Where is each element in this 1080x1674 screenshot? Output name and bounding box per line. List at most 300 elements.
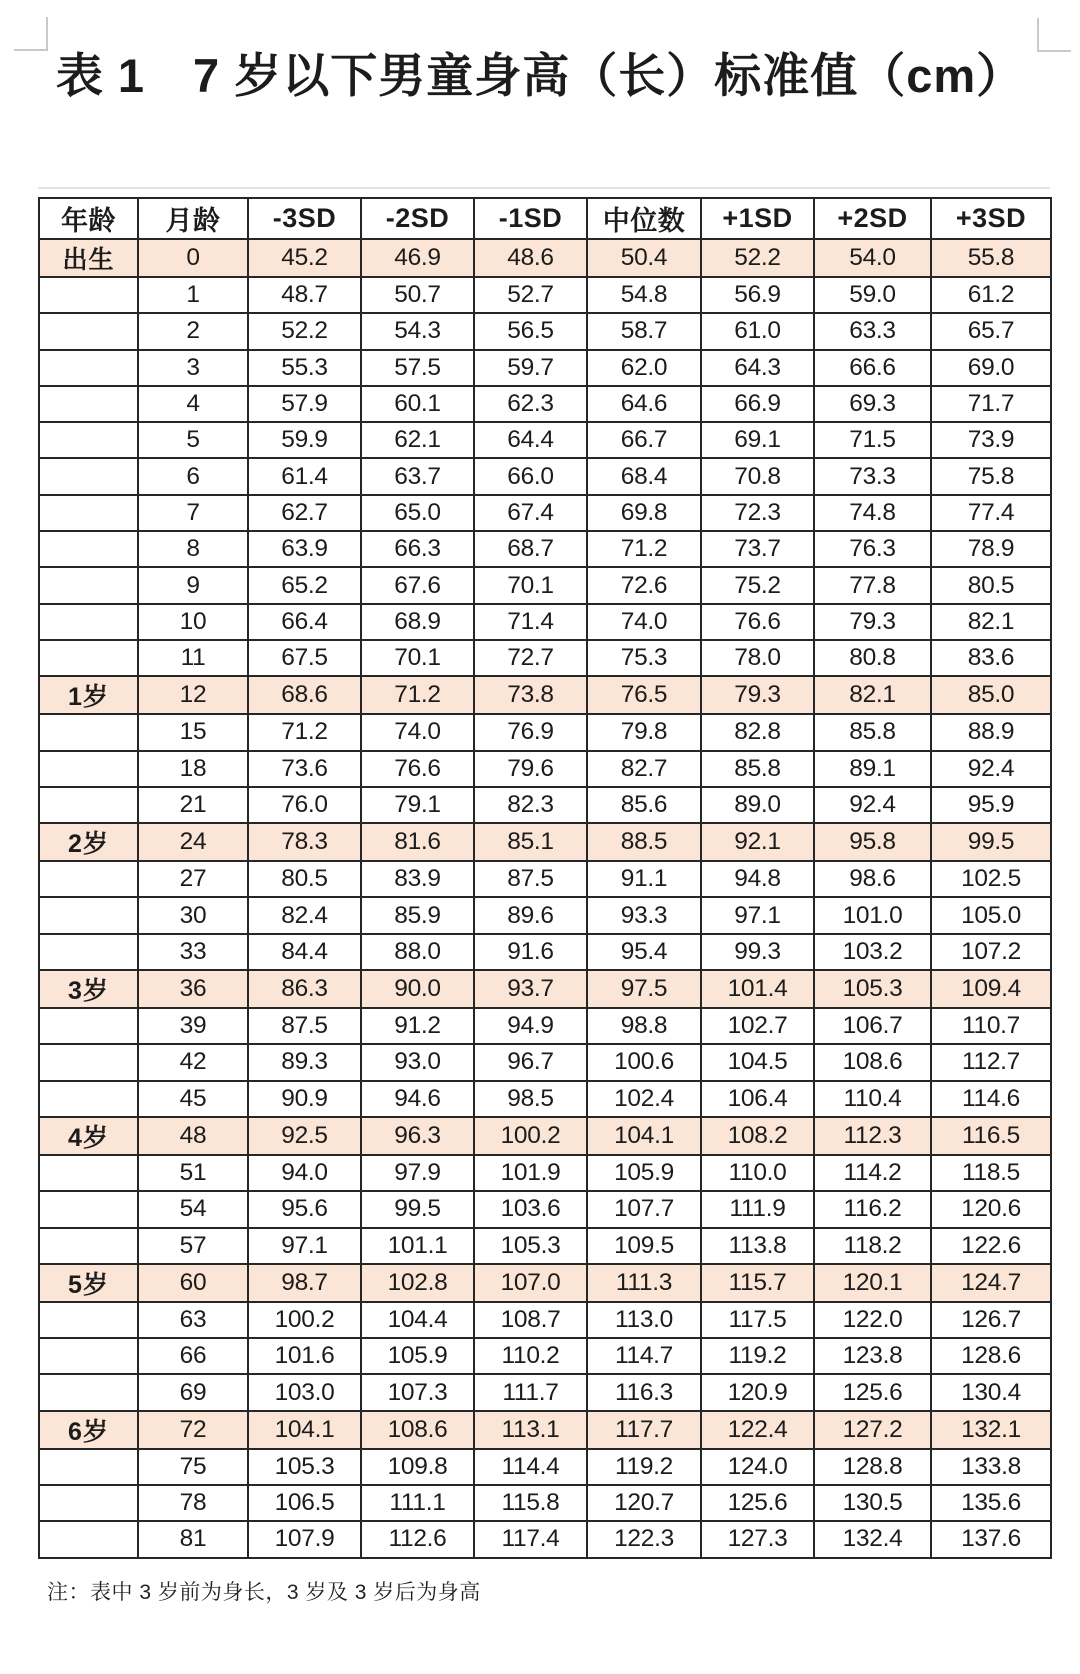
- table-row: [39, 861, 1051, 897]
- value-cell: 112.6: [361, 1521, 474, 1557]
- value-cell: 106.7: [814, 1008, 931, 1044]
- value-cell: 125.6: [701, 1485, 814, 1521]
- month-cell: 12: [138, 676, 248, 714]
- month-cell: 45: [138, 1081, 248, 1117]
- month-cell: 11: [138, 640, 248, 676]
- value-cell: 92.1: [701, 823, 814, 861]
- value-cell: 77.4: [931, 495, 1051, 531]
- value-cell: 112.7: [931, 1044, 1051, 1080]
- value-cell: 132.1: [931, 1411, 1051, 1449]
- month-cell: 21: [138, 787, 248, 823]
- value-cell: 107.7: [587, 1191, 701, 1227]
- value-cell: 95.4: [587, 934, 701, 970]
- value-cell: 102.8: [361, 1264, 474, 1302]
- value-cell: 125.6: [814, 1374, 931, 1410]
- value-cell: 94.0: [248, 1155, 361, 1191]
- column-header: +1SD: [701, 198, 814, 239]
- age-cell: [39, 1521, 138, 1557]
- value-cell: 54.8: [587, 277, 701, 313]
- value-cell: 62.1: [361, 422, 474, 458]
- month-cell: 63: [138, 1302, 248, 1338]
- value-cell: 76.5: [587, 676, 701, 714]
- value-cell: 116.3: [587, 1374, 701, 1410]
- value-cell: 54.0: [814, 239, 931, 277]
- value-cell: 79.8: [587, 714, 701, 750]
- value-cell: 71.5: [814, 422, 931, 458]
- value-cell: 91.1: [587, 861, 701, 897]
- value-cell: 85.8: [701, 751, 814, 787]
- age-cell: [39, 1191, 138, 1227]
- age-cell: [39, 386, 138, 422]
- value-cell: 52.2: [248, 313, 361, 349]
- value-cell: 105.3: [814, 970, 931, 1008]
- value-cell: 119.2: [587, 1449, 701, 1485]
- month-cell: 72: [138, 1411, 248, 1449]
- value-cell: 71.2: [587, 531, 701, 567]
- value-cell: 100.6: [587, 1044, 701, 1080]
- value-cell: 104.1: [248, 1411, 361, 1449]
- age-cell: [39, 861, 138, 897]
- value-cell: 74.0: [361, 714, 474, 750]
- value-cell: 79.1: [361, 787, 474, 823]
- value-cell: 69.1: [701, 422, 814, 458]
- value-cell: 81.6: [361, 823, 474, 861]
- value-cell: 56.9: [701, 277, 814, 313]
- value-cell: 105.3: [474, 1228, 587, 1264]
- month-cell: 39: [138, 1008, 248, 1044]
- value-cell: 91.6: [474, 934, 587, 970]
- value-cell: 57.5: [361, 350, 474, 386]
- value-cell: 66.3: [361, 531, 474, 567]
- age-cell: [39, 277, 138, 313]
- value-cell: 102.4: [587, 1081, 701, 1117]
- value-cell: 78.9: [931, 531, 1051, 567]
- value-cell: 85.8: [814, 714, 931, 750]
- value-cell: 137.6: [931, 1521, 1051, 1557]
- column-header: 月龄: [138, 198, 248, 239]
- value-cell: 114.7: [587, 1338, 701, 1374]
- value-cell: 105.9: [361, 1338, 474, 1374]
- value-cell: 66.0: [474, 458, 587, 494]
- value-cell: 98.6: [814, 861, 931, 897]
- value-cell: 61.4: [248, 458, 361, 494]
- value-cell: 112.3: [814, 1117, 931, 1155]
- age-cell: [39, 1044, 138, 1080]
- age-cell: 6岁: [39, 1411, 138, 1449]
- value-cell: 95.6: [248, 1191, 361, 1227]
- value-cell: 94.9: [474, 1008, 587, 1044]
- value-cell: 104.1: [587, 1117, 701, 1155]
- value-cell: 72.6: [587, 567, 701, 603]
- column-header: +3SD: [931, 198, 1051, 239]
- column-header: -2SD: [361, 198, 474, 239]
- value-cell: 105.0: [931, 897, 1051, 933]
- value-cell: 114.2: [814, 1155, 931, 1191]
- month-cell: 15: [138, 714, 248, 750]
- value-cell: 91.2: [361, 1008, 474, 1044]
- value-cell: 110.4: [814, 1081, 931, 1117]
- value-cell: 68.6: [248, 676, 361, 714]
- value-cell: 108.2: [701, 1117, 814, 1155]
- value-cell: 68.7: [474, 531, 587, 567]
- value-cell: 63.9: [248, 531, 361, 567]
- value-cell: 71.7: [931, 386, 1051, 422]
- value-cell: 69.3: [814, 386, 931, 422]
- value-cell: 135.6: [931, 1485, 1051, 1521]
- age-cell: [39, 1081, 138, 1117]
- value-cell: 116.2: [814, 1191, 931, 1227]
- age-cell: [39, 422, 138, 458]
- value-cell: 55.3: [248, 350, 361, 386]
- value-cell: 82.1: [931, 604, 1051, 640]
- value-cell: 93.0: [361, 1044, 474, 1080]
- value-cell: 114.4: [474, 1449, 587, 1485]
- value-cell: 89.1: [814, 751, 931, 787]
- value-cell: 103.6: [474, 1191, 587, 1227]
- month-cell: 81: [138, 1521, 248, 1557]
- value-cell: 99.3: [701, 934, 814, 970]
- value-cell: 111.1: [361, 1485, 474, 1521]
- value-cell: 76.6: [701, 604, 814, 640]
- value-cell: 90.0: [361, 970, 474, 1008]
- age-cell: 2岁: [39, 823, 138, 861]
- value-cell: 73.8: [474, 676, 587, 714]
- value-cell: 98.8: [587, 1008, 701, 1044]
- value-cell: 62.3: [474, 386, 587, 422]
- value-cell: 101.4: [701, 970, 814, 1008]
- value-cell: 86.3: [248, 970, 361, 1008]
- table-row: [39, 1044, 1051, 1080]
- value-cell: 74.0: [587, 604, 701, 640]
- value-cell: 120.7: [587, 1485, 701, 1521]
- value-cell: 101.9: [474, 1155, 587, 1191]
- value-cell: 85.9: [361, 897, 474, 933]
- table-row: [39, 422, 1051, 458]
- value-cell: 59.7: [474, 350, 587, 386]
- value-cell: 108.6: [814, 1044, 931, 1080]
- value-cell: 50.4: [587, 239, 701, 277]
- age-cell: 4岁: [39, 1117, 138, 1155]
- value-cell: 75.3: [587, 640, 701, 676]
- age-cell: [39, 1449, 138, 1485]
- value-cell: 117.4: [474, 1521, 587, 1557]
- age-cell: 出生: [39, 239, 138, 277]
- value-cell: 109.5: [587, 1228, 701, 1264]
- value-cell: 107.0: [474, 1264, 587, 1302]
- table-row: [39, 1338, 1051, 1374]
- value-cell: 87.5: [248, 1008, 361, 1044]
- value-cell: 50.7: [361, 277, 474, 313]
- month-cell: 0: [138, 239, 248, 277]
- value-cell: 133.8: [931, 1449, 1051, 1485]
- value-cell: 71.2: [361, 676, 474, 714]
- height-standards-table: [38, 197, 1052, 1559]
- value-cell: 65.2: [248, 567, 361, 603]
- table-row: [39, 1449, 1051, 1485]
- value-cell: 72.7: [474, 640, 587, 676]
- value-cell: 92.4: [931, 751, 1051, 787]
- value-cell: 128.6: [931, 1338, 1051, 1374]
- value-cell: 76.0: [248, 787, 361, 823]
- value-cell: 89.6: [474, 897, 587, 933]
- table-row: [39, 676, 1051, 714]
- age-cell: [39, 1374, 138, 1410]
- value-cell: 107.3: [361, 1374, 474, 1410]
- value-cell: 120.6: [931, 1191, 1051, 1227]
- value-cell: 117.5: [701, 1302, 814, 1338]
- value-cell: 113.1: [474, 1411, 587, 1449]
- value-cell: 65.7: [931, 313, 1051, 349]
- column-header: 年龄: [39, 198, 138, 239]
- age-cell: [39, 751, 138, 787]
- table-row: [39, 1191, 1051, 1227]
- value-cell: 95.9: [931, 787, 1051, 823]
- value-cell: 111.9: [701, 1191, 814, 1227]
- value-cell: 99.5: [361, 1191, 474, 1227]
- table-row: [39, 1485, 1051, 1521]
- value-cell: 102.5: [931, 861, 1051, 897]
- value-cell: 82.8: [701, 714, 814, 750]
- value-cell: 52.7: [474, 277, 587, 313]
- value-cell: 79.3: [814, 604, 931, 640]
- value-cell: 100.2: [474, 1117, 587, 1155]
- month-cell: 42: [138, 1044, 248, 1080]
- value-cell: 67.5: [248, 640, 361, 676]
- value-cell: 55.8: [931, 239, 1051, 277]
- value-cell: 82.4: [248, 897, 361, 933]
- value-cell: 46.9: [361, 239, 474, 277]
- value-cell: 73.3: [814, 458, 931, 494]
- table-row: [39, 1302, 1051, 1338]
- value-cell: 93.3: [587, 897, 701, 933]
- value-cell: 97.5: [587, 970, 701, 1008]
- column-header: -3SD: [248, 198, 361, 239]
- value-cell: 113.0: [587, 1302, 701, 1338]
- month-cell: 60: [138, 1264, 248, 1302]
- age-cell: [39, 787, 138, 823]
- footnote: 注：表中 3 岁前为身长，3 岁及 3 岁后为身高: [47, 1580, 481, 1604]
- value-cell: 88.0: [361, 934, 474, 970]
- value-cell: 122.3: [587, 1521, 701, 1557]
- month-cell: 27: [138, 861, 248, 897]
- value-cell: 45.2: [248, 239, 361, 277]
- value-cell: 82.1: [814, 676, 931, 714]
- page-margin-mark-top-left: [14, 17, 48, 51]
- value-cell: 107.9: [248, 1521, 361, 1557]
- value-cell: 104.5: [701, 1044, 814, 1080]
- value-cell: 88.9: [931, 714, 1051, 750]
- value-cell: 66.7: [587, 422, 701, 458]
- value-cell: 57.9: [248, 386, 361, 422]
- value-cell: 83.6: [931, 640, 1051, 676]
- age-cell: [39, 897, 138, 933]
- value-cell: 79.6: [474, 751, 587, 787]
- age-cell: [39, 1155, 138, 1191]
- month-cell: 1: [138, 277, 248, 313]
- month-cell: 36: [138, 970, 248, 1008]
- age-cell: [39, 567, 138, 603]
- value-cell: 67.6: [361, 567, 474, 603]
- value-cell: 101.6: [248, 1338, 361, 1374]
- age-cell: [39, 604, 138, 640]
- table-row: [39, 313, 1051, 349]
- value-cell: 78.0: [701, 640, 814, 676]
- table-row: [39, 1117, 1051, 1155]
- value-cell: 70.8: [701, 458, 814, 494]
- table-row: [39, 823, 1051, 861]
- value-cell: 89.0: [701, 787, 814, 823]
- value-cell: 64.3: [701, 350, 814, 386]
- value-cell: 97.1: [701, 897, 814, 933]
- age-cell: 3岁: [39, 970, 138, 1008]
- table-row: [39, 239, 1051, 277]
- value-cell: 103.0: [248, 1374, 361, 1410]
- table-row: [39, 787, 1051, 823]
- month-cell: 9: [138, 567, 248, 603]
- column-header: +2SD: [814, 198, 931, 239]
- value-cell: 96.3: [361, 1117, 474, 1155]
- value-cell: 67.4: [474, 495, 587, 531]
- table-row: [39, 970, 1051, 1008]
- value-cell: 92.5: [248, 1117, 361, 1155]
- value-cell: 66.4: [248, 604, 361, 640]
- value-cell: 76.6: [361, 751, 474, 787]
- value-cell: 118.2: [814, 1228, 931, 1264]
- value-cell: 94.6: [361, 1081, 474, 1117]
- table-row: [39, 386, 1051, 422]
- value-cell: 78.3: [248, 823, 361, 861]
- month-cell: 75: [138, 1449, 248, 1485]
- table-row: [39, 567, 1051, 603]
- age-cell: [39, 1008, 138, 1044]
- value-cell: 96.7: [474, 1044, 587, 1080]
- age-cell: 1岁: [39, 676, 138, 714]
- month-cell: 48: [138, 1117, 248, 1155]
- value-cell: 75.8: [931, 458, 1051, 494]
- table-row: [39, 1228, 1051, 1264]
- table-row: [39, 1081, 1051, 1117]
- value-cell: 70.1: [361, 640, 474, 676]
- table-row: [39, 531, 1051, 567]
- value-cell: 71.2: [248, 714, 361, 750]
- month-cell: 54: [138, 1191, 248, 1227]
- value-cell: 69.8: [587, 495, 701, 531]
- age-cell: [39, 1228, 138, 1264]
- value-cell: 61.0: [701, 313, 814, 349]
- value-cell: 97.9: [361, 1155, 474, 1191]
- value-cell: 54.3: [361, 313, 474, 349]
- month-cell: 5: [138, 422, 248, 458]
- value-cell: 85.6: [587, 787, 701, 823]
- age-cell: [39, 934, 138, 970]
- age-cell: [39, 458, 138, 494]
- value-cell: 122.4: [701, 1411, 814, 1449]
- value-cell: 122.0: [814, 1302, 931, 1338]
- value-cell: 95.8: [814, 823, 931, 861]
- value-cell: 127.3: [701, 1521, 814, 1557]
- value-cell: 106.5: [248, 1485, 361, 1521]
- table-row: [39, 934, 1051, 970]
- value-cell: 65.0: [361, 495, 474, 531]
- table-row: [39, 350, 1051, 386]
- value-cell: 127.2: [814, 1411, 931, 1449]
- value-cell: 111.7: [474, 1374, 587, 1410]
- value-cell: 109.8: [361, 1449, 474, 1485]
- value-cell: 115.7: [701, 1264, 814, 1302]
- value-cell: 113.8: [701, 1228, 814, 1264]
- value-cell: 128.8: [814, 1449, 931, 1485]
- value-cell: 80.8: [814, 640, 931, 676]
- table-row: [39, 897, 1051, 933]
- value-cell: 85.1: [474, 823, 587, 861]
- value-cell: 79.3: [701, 676, 814, 714]
- age-cell: [39, 313, 138, 349]
- value-cell: 73.6: [248, 751, 361, 787]
- month-cell: 78: [138, 1485, 248, 1521]
- table-row: [39, 1008, 1051, 1044]
- value-cell: 62.0: [587, 350, 701, 386]
- value-cell: 104.4: [361, 1302, 474, 1338]
- value-cell: 58.7: [587, 313, 701, 349]
- column-header: -1SD: [474, 198, 587, 239]
- age-cell: [39, 640, 138, 676]
- value-cell: 77.8: [814, 567, 931, 603]
- value-cell: 62.7: [248, 495, 361, 531]
- value-cell: 88.5: [587, 823, 701, 861]
- header-row: [39, 198, 1051, 239]
- month-cell: 66: [138, 1338, 248, 1374]
- value-cell: 89.3: [248, 1044, 361, 1080]
- value-cell: 110.7: [931, 1008, 1051, 1044]
- value-cell: 107.2: [931, 934, 1051, 970]
- value-cell: 71.4: [474, 604, 587, 640]
- value-cell: 80.5: [248, 861, 361, 897]
- column-header: 中位数: [587, 198, 701, 239]
- value-cell: 130.5: [814, 1485, 931, 1521]
- value-cell: 82.3: [474, 787, 587, 823]
- table-row: [39, 1521, 1051, 1557]
- value-cell: 73.9: [931, 422, 1051, 458]
- age-cell: [39, 495, 138, 531]
- value-cell: 56.5: [474, 313, 587, 349]
- value-cell: 103.2: [814, 934, 931, 970]
- table-row: [39, 1155, 1051, 1191]
- value-cell: 105.9: [587, 1155, 701, 1191]
- value-cell: 115.8: [474, 1485, 587, 1521]
- month-cell: 69: [138, 1374, 248, 1410]
- age-cell: [39, 531, 138, 567]
- value-cell: 80.5: [931, 567, 1051, 603]
- value-cell: 108.6: [361, 1411, 474, 1449]
- table-row: [39, 495, 1051, 531]
- value-cell: 63.7: [361, 458, 474, 494]
- value-cell: 60.1: [361, 386, 474, 422]
- value-cell: 111.3: [587, 1264, 701, 1302]
- value-cell: 97.1: [248, 1228, 361, 1264]
- value-cell: 72.3: [701, 495, 814, 531]
- page-margin-mark-top-right: [1037, 18, 1071, 52]
- value-cell: 59.9: [248, 422, 361, 458]
- value-cell: 94.8: [701, 861, 814, 897]
- age-cell: [39, 1338, 138, 1374]
- value-cell: 118.5: [931, 1155, 1051, 1191]
- table-row: [39, 604, 1051, 640]
- value-cell: 109.4: [931, 970, 1051, 1008]
- value-cell: 82.7: [587, 751, 701, 787]
- value-cell: 99.5: [931, 823, 1051, 861]
- month-cell: 3: [138, 350, 248, 386]
- value-cell: 101.0: [814, 897, 931, 933]
